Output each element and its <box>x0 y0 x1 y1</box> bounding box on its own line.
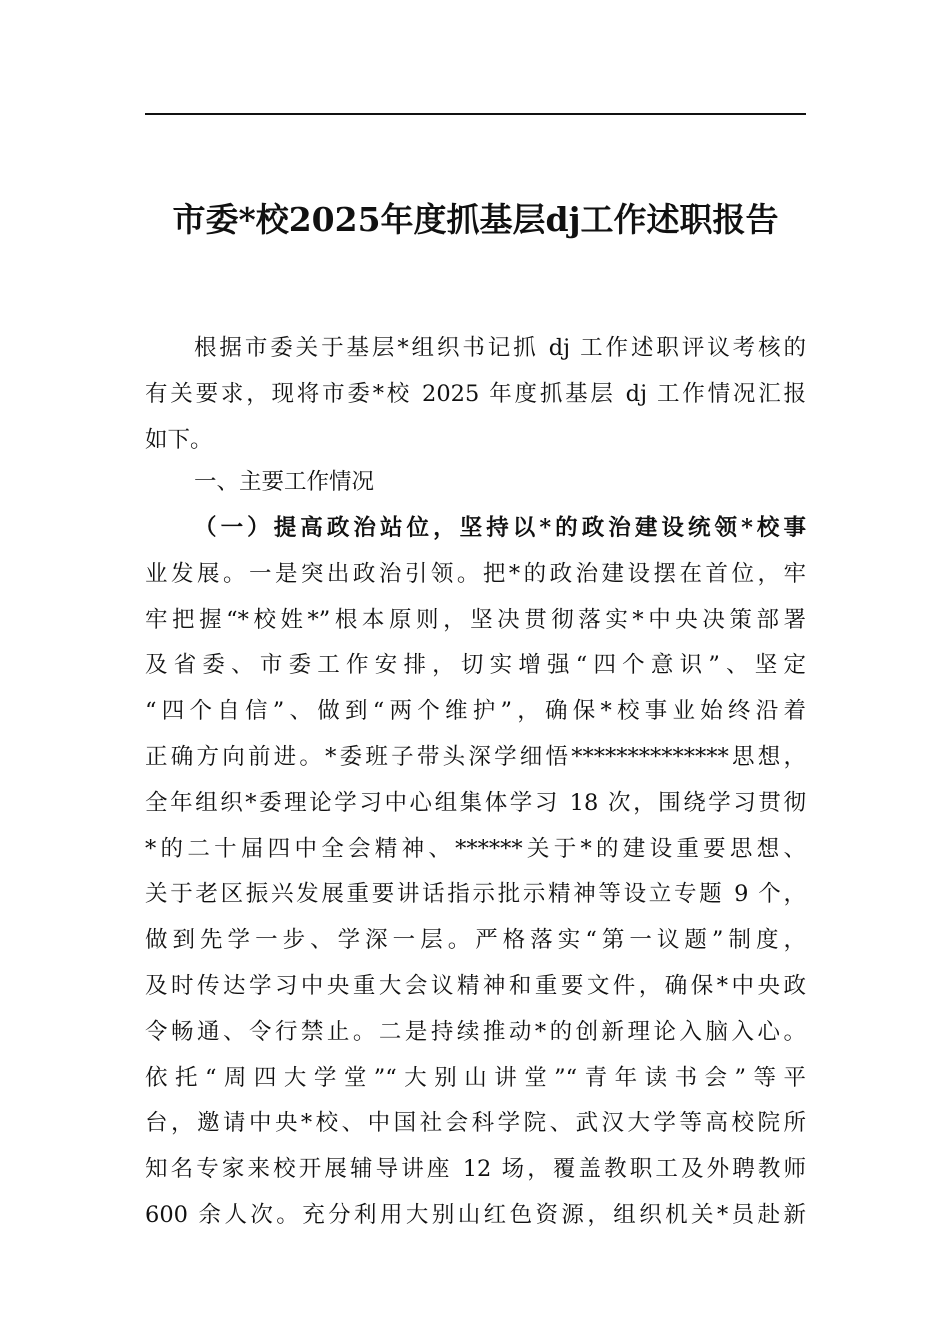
paragraph-line: 及时传达学习中央重大会议精神和重要文件，确保*中央政 <box>145 972 806 999</box>
paragraph-line: 如下。 <box>145 426 213 453</box>
paragraph-line: “四个自信”、做到“两个维护”，确保*校事业始终沿着 <box>145 698 806 725</box>
paragraph-line: （一）提高政治站位，坚持以*的政治建设统领*校事 <box>194 515 806 541</box>
paragraph-line: 全年组织*委理论学习中心组集体学习 18 次，围绕学习贯彻 <box>145 789 806 816</box>
document-title: 市委*校2025年度抓基层dj工作述职报告 <box>172 200 779 239</box>
paragraph-line: 关于老区振兴发展重要讲话指示批示精神等设立专题 9 个， <box>145 881 806 908</box>
subsection-paragraph <box>145 506 806 1239</box>
paragraph-line: 正确方向前进。*委班子带头深学细悟**************思想， <box>145 743 806 770</box>
paragraph-line: 依托“周四大学堂”“大别山讲堂”“青年读书会”等平 <box>145 1064 806 1091</box>
section-heading-block <box>145 460 806 506</box>
intro-paragraph <box>145 326 806 463</box>
paragraph-line: 有关要求，现将市委*校 2025 年度抓基层 dj 工作情况汇报 <box>145 380 806 407</box>
paragraph-line: 做到先学一步、学深一层。严格落实“第一议题”制度， <box>145 927 806 954</box>
section-heading: 一、主要工作情况 <box>194 469 375 495</box>
paragraph-line: 根据市委关于基层*组织书记抓 dj 工作述职评议考核的 <box>194 335 806 361</box>
paragraph-line: *的二十届四中全会精神、******关于*的建设重要思想、 <box>145 835 806 862</box>
paragraph-line: 知名专家来校开展辅导讲座 12 场，覆盖教职工及外聘教师 <box>145 1156 806 1183</box>
header-rule <box>145 113 806 115</box>
paragraph-line: 令畅通、令行禁止。二是持续推动*的创新理论入脑入心。 <box>145 1018 806 1045</box>
paragraph-line: 业发展。一是突出政治引领。把*的政治建设摆在首位，牢 <box>145 560 806 587</box>
paragraph-line: 600 余人次。充分利用大别山红色资源，组织机关*员赴新 <box>145 1201 806 1228</box>
paragraph-line: 牢把握“*校姓*”根本原则，坚决贯彻落实*中央决策部署 <box>145 606 806 633</box>
paragraph-line: 及省委、市委工作安排，切实增强“四个意识”、坚定 <box>145 652 806 679</box>
paragraph-line: 台，邀请中央*校、中国社会科学院、武汉大学等高校院所 <box>145 1110 806 1137</box>
